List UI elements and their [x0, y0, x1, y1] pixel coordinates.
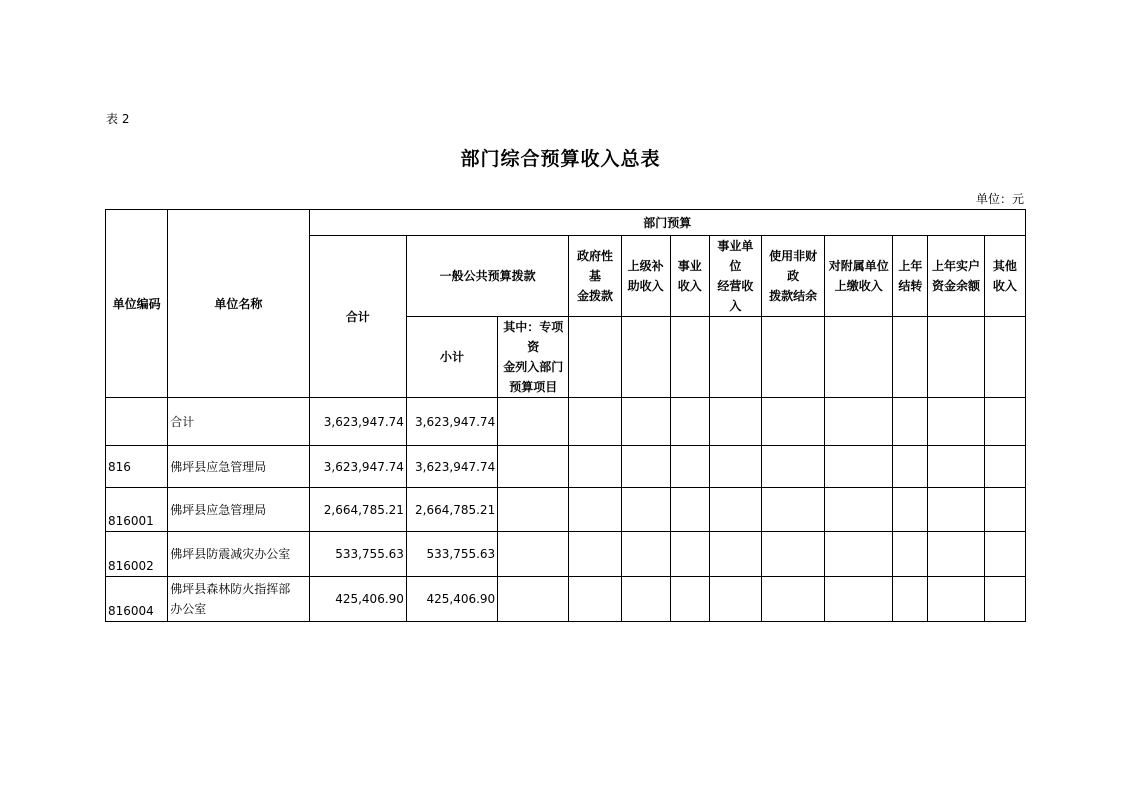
- header-career-unit-line1: 事业单位: [717, 239, 754, 273]
- empty-cell: [893, 398, 928, 446]
- empty-cell: [621, 577, 670, 622]
- empty-cell: [569, 446, 621, 488]
- empty-cell: [928, 398, 984, 446]
- empty-cell: [670, 446, 709, 488]
- header-empty-cell: [670, 317, 709, 398]
- cell-total: 425,406.90: [309, 577, 406, 622]
- page-title: 部门综合预算收入总表: [460, 148, 661, 170]
- header-upper-subsidy-line1: 上级补: [627, 259, 664, 273]
- header-empty-cell: [621, 317, 670, 398]
- header-empty-cell: [825, 317, 893, 398]
- header-other-line1: 其他: [992, 259, 1017, 273]
- header-non-fiscal-line2: 拨款结余: [769, 289, 818, 303]
- empty-cell: [761, 577, 824, 622]
- header-career-income: [670, 236, 709, 317]
- cell-subtotal: 425,406.90: [406, 577, 497, 622]
- header-career-income-line1: 事业: [677, 259, 702, 273]
- cell-unit-name-line1: 佛坪县应急管理局: [170, 502, 267, 517]
- empty-cell: [825, 488, 893, 532]
- empty-cell: [709, 446, 761, 488]
- empty-cell: [569, 532, 621, 577]
- header-non-fiscal-line1: 使用非财政: [769, 249, 818, 283]
- header-row-1: [106, 210, 1026, 236]
- table-row: [106, 488, 1026, 532]
- header-last-year-line2: 结转: [898, 279, 923, 293]
- header-gov-fund-line2: 金拨款: [576, 289, 613, 303]
- header-last-year-balance-line1: 上年实户: [932, 259, 981, 273]
- empty-cell: [825, 532, 893, 577]
- cell-unit-code: 816: [106, 446, 168, 488]
- cell-unit-code: 816004: [106, 577, 168, 622]
- empty-cell: [670, 577, 709, 622]
- empty-cell: [709, 577, 761, 622]
- cell-subtotal: 3,623,947.74: [406, 446, 497, 488]
- empty-cell: [569, 577, 621, 622]
- cell-unit-code: 816001: [106, 488, 168, 532]
- header-dept-budget: 部门预算: [309, 210, 1025, 236]
- cell-subtotal: 533,755.63: [406, 532, 497, 577]
- empty-cell: [498, 446, 569, 488]
- empty-cell: [761, 532, 824, 577]
- header-career-income-line2: 收入: [677, 279, 702, 293]
- header-affiliated-line1: 对附属单位: [828, 259, 889, 273]
- header-last-year-balance-line2: 资金余额: [932, 279, 981, 293]
- header-affiliated-income: [825, 236, 893, 317]
- cell-unit-name-line1: 佛坪县森林防火指挥部: [170, 582, 291, 596]
- header-unit-code: 单位编码: [106, 210, 168, 398]
- header-general-public-budget: 一般公共预算拨款: [406, 236, 569, 317]
- empty-cell: [984, 577, 1025, 622]
- cell-total: 533,755.63: [309, 532, 406, 577]
- header-special-line2: 金列入部门: [503, 360, 564, 374]
- table-row: [106, 398, 1026, 446]
- cell-unit-name: [168, 488, 309, 532]
- cell-total: 2,664,785.21: [309, 488, 406, 532]
- cell-unit-name-line2: 办公室: [170, 602, 207, 616]
- empty-cell: [825, 577, 893, 622]
- empty-cell: [498, 488, 569, 532]
- empty-cell: [761, 488, 824, 532]
- empty-cell: [893, 532, 928, 577]
- empty-cell: [621, 488, 670, 532]
- header-last-year-line1: 上年: [898, 259, 923, 273]
- empty-cell: [709, 398, 761, 446]
- header-gov-fund: [569, 236, 621, 317]
- empty-cell: [761, 398, 824, 446]
- empty-cell: [928, 488, 984, 532]
- cell-unit-code: 816002: [106, 532, 168, 577]
- empty-cell: [761, 446, 824, 488]
- header-empty-cell: [893, 317, 928, 398]
- empty-cell: [984, 532, 1025, 577]
- header-special-line1: 其中：专项资: [503, 320, 564, 354]
- cell-unit-name-line1: 佛坪县防震减灾办公室: [170, 547, 291, 561]
- cell-unit-name: [168, 532, 309, 577]
- empty-cell: [498, 577, 569, 622]
- header-empty-cell: [569, 317, 621, 398]
- header-empty-cell: [709, 317, 761, 398]
- empty-cell: [893, 488, 928, 532]
- empty-cell: [825, 446, 893, 488]
- header-last-year-carryover: [893, 236, 928, 317]
- empty-cell: [569, 398, 621, 446]
- empty-cell: [928, 577, 984, 622]
- empty-cell: [670, 488, 709, 532]
- empty-cell: [825, 398, 893, 446]
- table-row: [106, 446, 1026, 488]
- header-empty-cell: [928, 317, 984, 398]
- cell-unit-name-line1: 合计: [170, 414, 195, 429]
- table-row: [106, 532, 1026, 577]
- empty-cell: [670, 398, 709, 446]
- header-non-fiscal-balance: [761, 236, 824, 317]
- cell-total: 3,623,947.74: [309, 398, 406, 446]
- header-special-funds: [498, 317, 569, 398]
- header-empty-cell: [761, 317, 824, 398]
- header-affiliated-line2: 上缴收入: [834, 279, 883, 293]
- unit-label: 单位：元: [975, 192, 1024, 206]
- cell-unit-name-line1: 佛坪县应急管理局: [170, 459, 267, 474]
- cell-unit-name: [168, 398, 309, 446]
- cell-unit-name: [168, 446, 309, 488]
- empty-cell: [621, 398, 670, 446]
- empty-cell: [984, 446, 1025, 488]
- empty-cell: [569, 488, 621, 532]
- cell-subtotal: 3,623,947.74: [406, 398, 497, 446]
- cell-unit-name: [168, 577, 309, 622]
- header-other-income: [984, 236, 1025, 317]
- cell-total: 3,623,947.74: [309, 446, 406, 488]
- empty-cell: [498, 398, 569, 446]
- header-career-unit-line2: 经营收入: [717, 279, 754, 313]
- empty-cell: [621, 446, 670, 488]
- header-empty-cell: [984, 317, 1025, 398]
- empty-cell: [893, 446, 928, 488]
- header-last-year-balance: [928, 236, 984, 317]
- budget-income-table: [105, 209, 1026, 622]
- empty-cell: [893, 577, 928, 622]
- cell-unit-code: [106, 398, 168, 446]
- header-total: 合计: [309, 236, 406, 398]
- header-unit-name: 单位名称: [168, 210, 309, 398]
- empty-cell: [709, 532, 761, 577]
- empty-cell: [984, 488, 1025, 532]
- table-number: 表 2: [106, 112, 130, 126]
- empty-cell: [984, 398, 1025, 446]
- header-career-unit-income: [709, 236, 761, 317]
- table-row: [106, 577, 1026, 622]
- empty-cell: [621, 532, 670, 577]
- empty-cell: [709, 488, 761, 532]
- empty-cell: [670, 532, 709, 577]
- header-gov-fund-line1: 政府性基: [576, 249, 613, 283]
- cell-subtotal: 2,664,785.21: [406, 488, 497, 532]
- header-upper-subsidy-line2: 助收入: [627, 279, 664, 293]
- header-other-line2: 收入: [992, 279, 1017, 293]
- header-upper-subsidy: [621, 236, 670, 317]
- empty-cell: [498, 532, 569, 577]
- header-subtotal: 小计: [406, 317, 497, 398]
- empty-cell: [928, 532, 984, 577]
- header-special-line3: 预算项目: [509, 380, 558, 394]
- empty-cell: [928, 446, 984, 488]
